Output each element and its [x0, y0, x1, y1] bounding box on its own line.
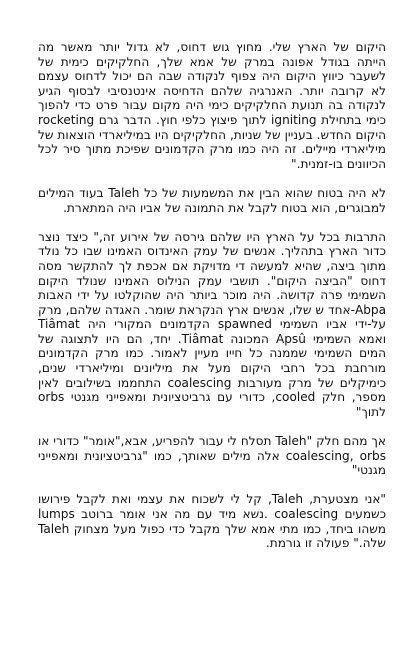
- paragraph-taleh-understanding: לא היה בטוח שהוא הבין את המשמעות של כל Taleh בעוד המילים למבוגרים, הוא בטוח לקבל את התמונה של אביו היה המתארת.: [38, 185, 386, 215]
- paragraph-origin-universe: היקום של הארץ שלי. מחוץ גוש דחוס, לא גדול יותר מאשר מה הייתה בגודל אפונה במרק של אמא שלך, החלקיקים כימית של לשעבר כיווץ היקום היה צפוף לנקודה שבה הם יכול לדחוס עצמם לא קרובה יותר. האנרגיה שלהם הדחיסה אינטנסיבי לבסוף הגיע לנקודה בה תנועת החלקיקים כימי היה מקום עבור פרט כדי להפוך כימי בתחילת igniting לתוך פיצוץ כלפי חוץ. הדבר גרם rocketing היקום החדש. בעניין של שניות, החלקיקים היו במיליארדי הוצאות של מיליארדי מיילים. זה היה כמו מרק הקדמונים שפיכת מתוך סיר לכל הכיוונים בו-זמנית.": [38, 40, 386, 171]
- paragraph-taleh-question: אך מהם חלק "Taleh תסלח לי עבור להפריע, אבא,"אומר" כדורי או coalescing, orbs אלה מילים שאותך, כמו "גרביטציונית ומאפייני מגנטי": [38, 434, 386, 478]
- document-body: [38, 40, 386, 551]
- paragraph-cultures-creation: התרבות בכל על הארץ היו שלהם גירסה של אירוע זה," כיצד נוצר כדור הארץ בתהליך. אנשים של עמק האינדוס האמינו שבו כל נולד מתוך ביצה, שהיא למעשה די מדויקת אם אכפת לך להתקשר מסה דחוס "הביצה היקום". תושבי עמק הנילוס האמינו שנולד היקום השמימי פרה קדושה. היה מוכר ביותר היה שהוקלטו על ידי האבות Abpa-אחד ש שלו, אנשים ארץ הנקראת שומר. האגדה שלהם, מרק על-ידי אביו השמימי spawned הקדמונים המקורי היה Tiâmat ואמא השמימי Apsû המכונה Tiâmat. יחד, הם היו לתצוגה של המים השמימי שממנה כל חייו מעיין לאמור. כמו מרק הקדמונים מורחבת בכל רחבי היקום מעל את מיליונים ומיליארדי שנים, כימיקלים של מרק מעורבות coalescing התחממו בשילובים לאין מספר, חלק cooled, כדורי עם גרביטציונית ומאפייני מגנטי orbs לתוך": [38, 229, 387, 419]
- paragraph-father-reply: "אני מצטערת, Taleh, קל לי לשכוח את עצמי ואת לקבל פירושו כשמעים coalescing .נשא מיד עם מה אני אומר ברוטב lumps משהו ביחד, כמו מתי אמא שלך מקבל כדי כפול מעל מצחוק Taleh שלה." פעולה זו גורמת.: [38, 492, 386, 551]
